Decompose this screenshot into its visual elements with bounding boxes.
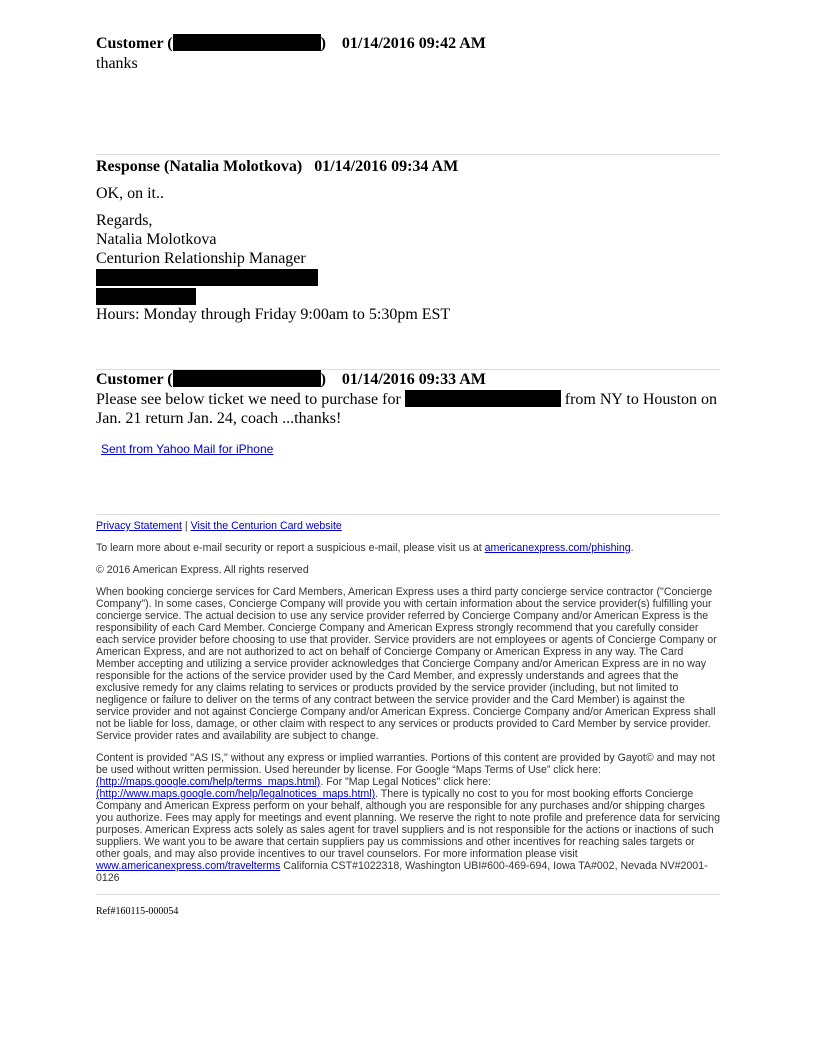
- footer-links: [96, 520, 720, 532]
- disclaimer-text: . For "Map Legal Notices" click here:: [320, 776, 491, 788]
- security-end: .: [630, 542, 634, 554]
- message-body: thanks: [96, 55, 138, 72]
- message-header: [96, 370, 720, 390]
- customer-message-1: [96, 34, 720, 154]
- signature-hours: Hours: Monday through Friday 9:00am to 5:30pm EST: [96, 306, 451, 323]
- response-message: [96, 155, 720, 369]
- concierge-disclaimer: When booking concierge services for Card Members, American Express uses a third party concierge service contractor ("Concierge Company"). In some cases, Concierge Company will provide you with certain information about the service provider(s) fulfilling your concierge service. The actual decision to use any service provider referred by Concierge Company and/or American Express is the responsibility of each Card Member. Concierge Company and American Express strongly recommend that you carefully consider each service provider before choosing to use that provider. Service providers are not employees or agents of Concierge Company or American Express, and are not authorized to act on behalf of Concierge Company or American Express in any way. The Card Member accepting and utilizing a service provider acknowledges that Concierge Company and/or American Express are in no way responsible for the actions of the service provider used by the Card Member, and expressly understands and agrees that the exclusive remedy for any claims relating to services or products provided by the service provider (including, but not limited to negligence or failure to deliver on the terms of any contract between the service provider and the Card Member) is against the service provider and not against Concierge Company and/or American Express. Concierge Company and/or American Express shall not be liable for loss, damage, or other claim with respect to any services or products provided to Card Member by service provider. Service provider rates and availability are subject to change.: [96, 586, 717, 742]
- redacted-block: [173, 34, 321, 51]
- disclaimer-text: California CST#1022318, Washington UBI#600-469-694, Iowa TA#002, Nevada NV#2001-0126: [96, 860, 708, 884]
- reference-number: Ref#160115-000054: [96, 906, 179, 917]
- message-header: [96, 34, 720, 54]
- sender-label: Customer (: [96, 371, 173, 388]
- email-thread: [96, 34, 720, 917]
- travelterms-link[interactable]: www.americanexpress.com/travelterms: [96, 860, 281, 872]
- maps-legal-link[interactable]: (http://www.maps.google.com/help/legalnotices_maps.html): [96, 788, 376, 800]
- timestamp: 01/14/2016 09:42 AM: [341, 35, 486, 52]
- copyright: © 2016 American Express. All rights reserved: [96, 564, 309, 576]
- sender-label-close: ): [320, 371, 326, 388]
- maps-terms-link[interactable]: (http://maps.google.com/help/terms_maps.html): [96, 776, 321, 788]
- message-header: Response (Natalia Molotkova) 01/14/2016 09:34 AM: [96, 158, 459, 175]
- centurion-website-link[interactable]: Visit the Centurion Card website: [190, 520, 342, 532]
- content-disclaimer: [96, 752, 720, 884]
- message-text: from NY to Houston on Jan. 21 return Jan. 24, coach ...thanks!: [96, 391, 718, 427]
- sender-label: Customer (: [96, 35, 173, 52]
- divider: [96, 894, 720, 895]
- security-notice: [96, 542, 720, 554]
- redacted-block: [173, 370, 321, 387]
- redacted-block: [96, 269, 318, 286]
- message-text: Please see below ticket we need to purchase for: [96, 391, 401, 408]
- security-text: To learn more about e-mail security or report a suspicious e-mail, please visit us at: [96, 542, 482, 554]
- redacted-block: [96, 288, 196, 305]
- message-body: [96, 390, 720, 428]
- disclaimer-text: . There is typically no cost to you for most booking efforts Concierge Company and American Express perform on your behalf, although you are responsible for any purchases and/or shipping charges you authorize. Fees may apply for meetings and event planning. We reserve the right to note profile and preference data for servicing purposes. American Express acts solely as sales agent for travel suppliers and is not responsible for the actions or inactions of such suppliers. We want you to be aware that certain suppliers pay us commissions and other incentives for reaching sales targets or other goals, and may also provide incentives to our travel counselors. For more information please visit: [96, 788, 721, 860]
- signature-regards: Regards,: [96, 212, 153, 229]
- footer: [96, 515, 720, 884]
- timestamp: 01/14/2016 09:33 AM: [341, 371, 486, 388]
- customer-message-2: [96, 370, 720, 514]
- message-body-line: OK, on it..: [96, 185, 164, 202]
- link-separator: |: [184, 520, 188, 532]
- sent-from-yahoo-link[interactable]: Sent from Yahoo Mail for iPhone: [101, 442, 274, 456]
- privacy-statement-link[interactable]: Privacy Statement: [96, 520, 182, 532]
- disclaimer-text: Content is provided "AS IS," without any express or implied warranties. Portions of this content are provided by Gayot© and may not be used without written permission. Used hereunder by license. For Google “Maps Terms of Use” click here:: [96, 752, 715, 776]
- sender-label-close: ): [320, 35, 326, 52]
- signature-title: Centurion Relationship Manager: [96, 250, 306, 267]
- phishing-link[interactable]: americanexpress.com/phishing: [484, 542, 631, 554]
- signature-name: Natalia Molotkova: [96, 231, 217, 248]
- redacted-block: [405, 390, 561, 407]
